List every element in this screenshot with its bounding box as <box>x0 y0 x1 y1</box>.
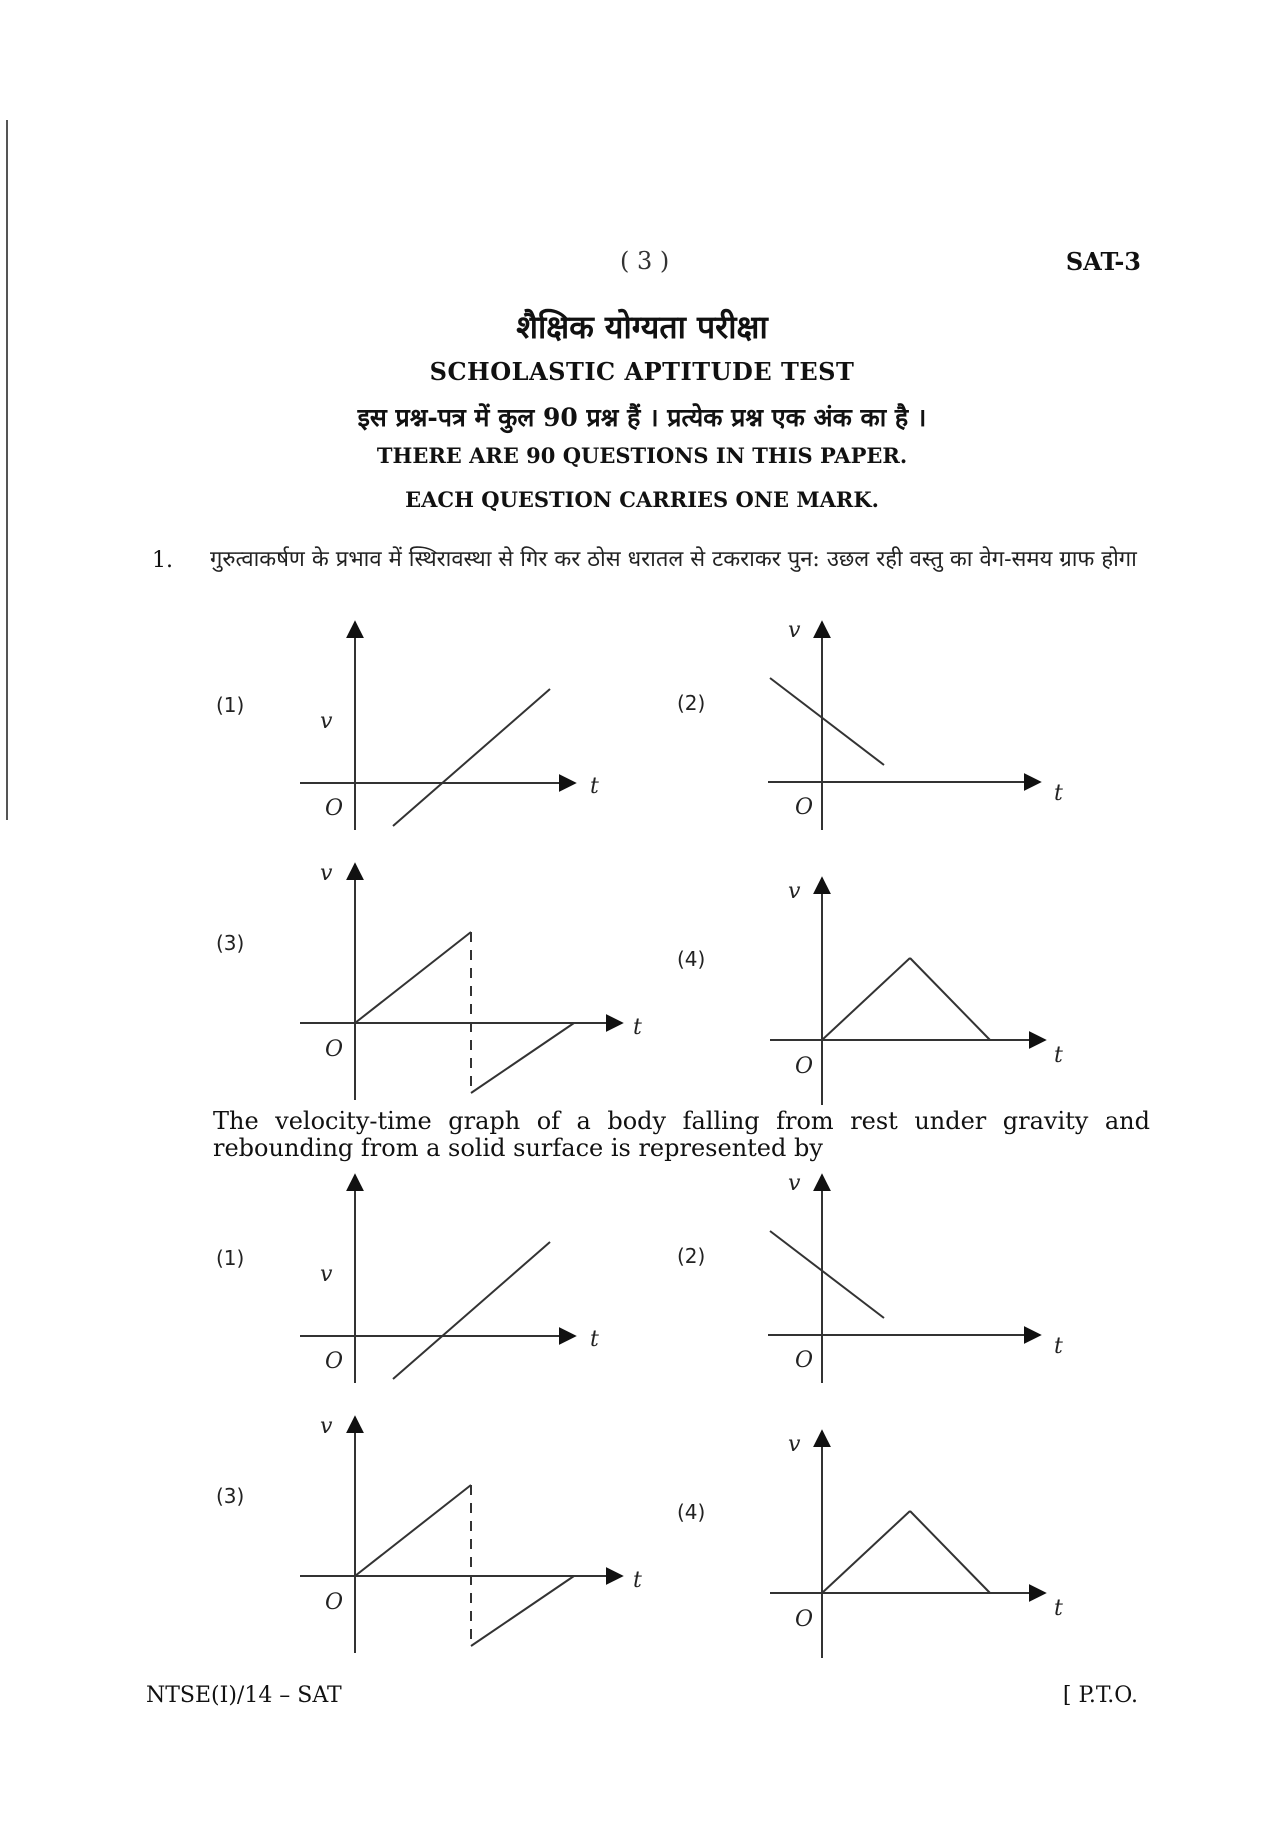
option-label-hindi-2: (2) <box>677 691 706 715</box>
axis-v-english-2: v <box>788 1171 801 1196</box>
hindi-instruction: इस प्रश्न-पत्र में कुल 90 प्रश्न हैं । प्रत्येक प्रश्न एक अंक का है । <box>357 403 927 432</box>
axis-t-hindi-3: t <box>633 1015 642 1040</box>
axis-origin-hindi-3: O <box>325 1037 344 1062</box>
question-text-hindi: गुरुत्वाकर्षण के प्रभाव में स्थिरावस्था से गिर कर ठोस धरातल से टकराकर पुन: उछल रही वस्तु का वेग-समय ग्राफ होगा <box>210 547 1137 572</box>
graph-hindi-3-rebound <box>471 1023 574 1093</box>
footer-paper-id: NTSE(I)/14 – SAT <box>146 1683 342 1708</box>
option-label-english-2: (2) <box>677 1244 706 1268</box>
axis-origin-english-1: O <box>325 1349 344 1374</box>
hindi-title: शैक्षिक योग्यता परीक्षा <box>516 308 768 346</box>
english-title: SCHOLASTIC APTITUDE TEST <box>429 357 855 386</box>
option-label-hindi-1: (1) <box>216 693 245 717</box>
axis-v-english-3: v <box>320 1414 333 1439</box>
option-label-hindi-3: (3) <box>216 931 245 955</box>
graph-english-4-rise <box>822 1511 910 1593</box>
axis-v-hindi-2: v <box>788 618 801 643</box>
axis-v-english-4: v <box>788 1432 801 1457</box>
paper-code: SAT-3 <box>1065 247 1141 276</box>
graph-hindi-4-rise <box>822 958 910 1040</box>
axis-origin-english-3: O <box>325 1590 344 1615</box>
graph-english-4-fall <box>910 1511 990 1593</box>
option-label-english-1: (1) <box>216 1246 245 1270</box>
graph-hindi-4-fall <box>910 958 990 1040</box>
axis-t-hindi-2: t <box>1054 781 1063 806</box>
graph-hindi-2-curve <box>770 678 884 765</box>
axis-t-hindi-1: t <box>590 774 599 799</box>
axis-v-english-1: v <box>320 1262 333 1287</box>
footer-pto: [ P.T.O. <box>1062 1683 1138 1708</box>
axis-v-hindi-4: v <box>788 879 801 904</box>
option-label-english-3: (3) <box>216 1484 245 1508</box>
axis-v-hindi-3: v <box>320 861 333 886</box>
axis-t-english-4: t <box>1054 1596 1063 1621</box>
graph-hindi-3-rise <box>355 932 471 1023</box>
graph-english-2-curve <box>770 1231 884 1318</box>
english-instruction-marks: EACH QUESTION CARRIES ONE MARK. <box>405 487 879 512</box>
option-label-hindi-4: (4) <box>677 947 706 971</box>
axis-origin-hindi-1: O <box>325 796 344 821</box>
page-number: ( 3 ) <box>620 247 670 275</box>
option-label-english-4: (4) <box>677 1500 706 1524</box>
axis-origin-english-4: O <box>795 1607 814 1632</box>
question-number: 1. <box>152 548 173 573</box>
axis-t-english-3: t <box>633 1568 642 1593</box>
graph-english-3-rise <box>355 1485 471 1576</box>
question-text-english: The velocity-time graph of a body falling from rest under gravity and rebounding from a solid surface is represented by <box>213 1107 1150 1162</box>
english-instruction-count: THERE ARE 90 QUESTIONS IN THIS PAPER. <box>376 443 908 468</box>
axis-origin-hindi-4: O <box>795 1054 814 1079</box>
axis-t-english-1: t <box>590 1327 599 1352</box>
graph-english-3-rebound <box>471 1576 574 1646</box>
axis-origin-hindi-2: O <box>795 795 814 820</box>
axis-origin-english-2: O <box>795 1348 814 1373</box>
graph-hindi-1-curve <box>393 689 550 826</box>
axis-t-hindi-4: t <box>1054 1043 1063 1068</box>
axis-v-hindi-1: v <box>320 709 333 734</box>
graph-english-1-curve <box>393 1242 550 1379</box>
axis-t-english-2: t <box>1054 1334 1063 1359</box>
